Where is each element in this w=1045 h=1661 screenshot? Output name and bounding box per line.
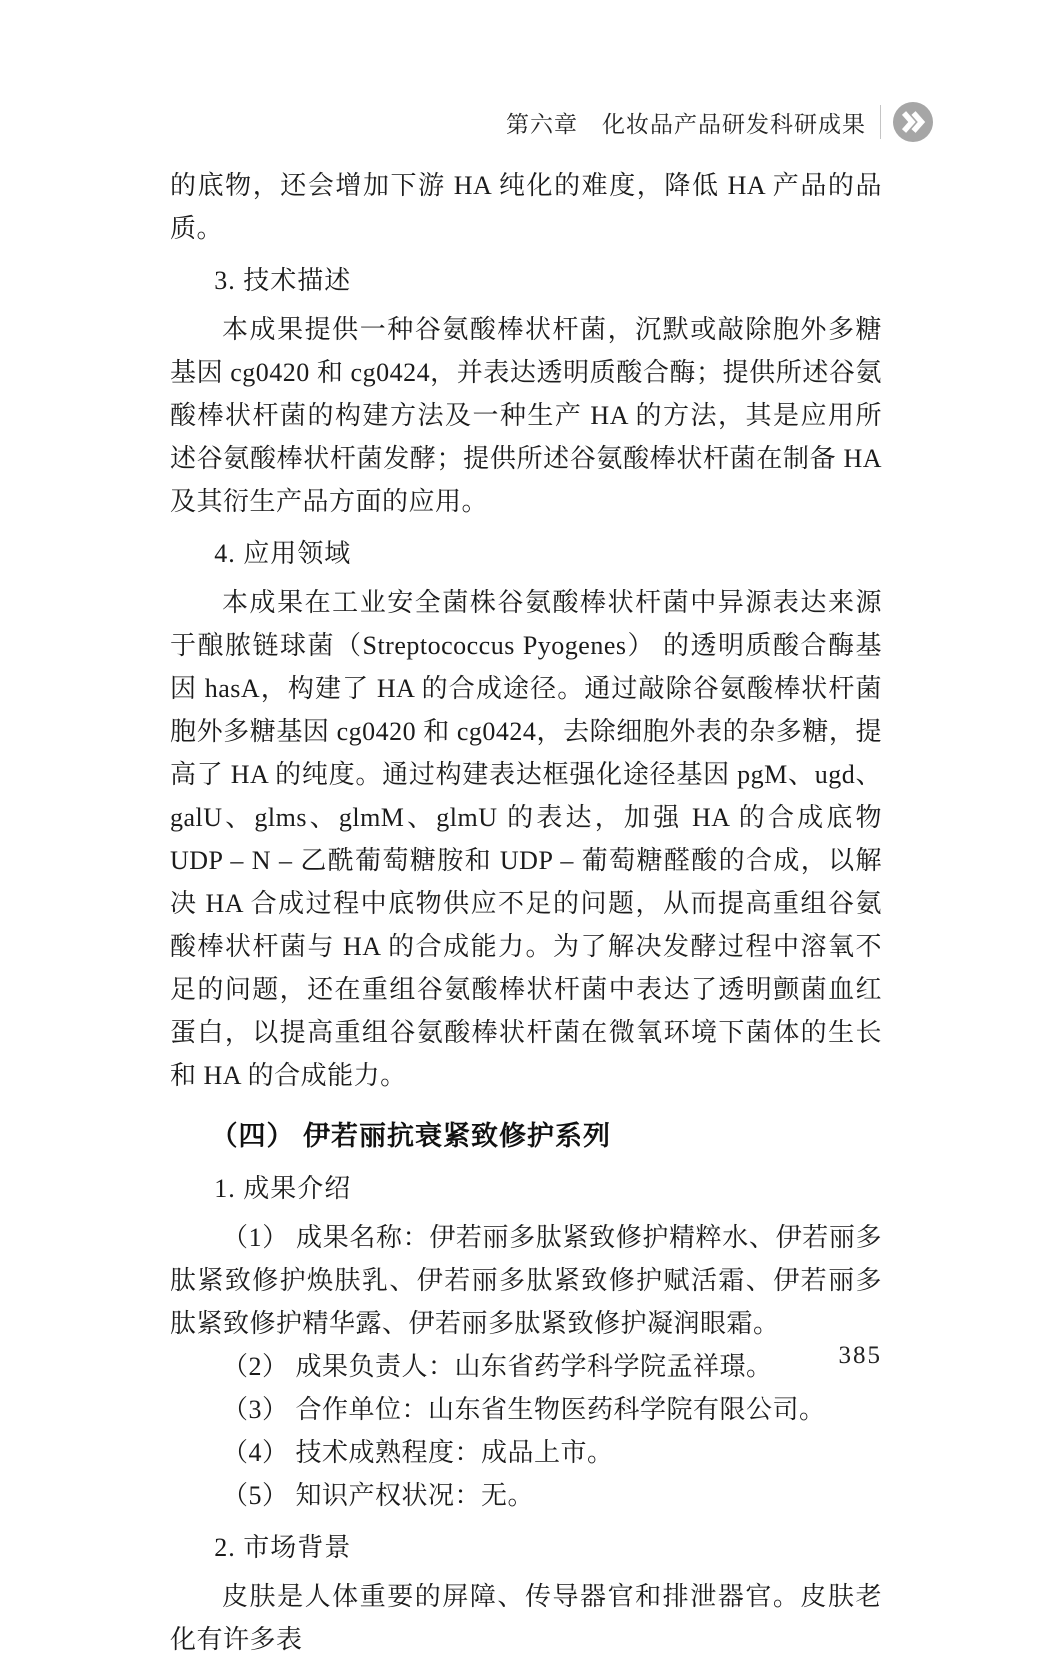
paragraph: 本成果在工业安全菌株谷氨酸棒状杆菌中异源表达来源于酿脓链球菌（Streptococcus Pyogenes） 的透明质酸合酶基因 hasA，构建了 HA 的合成途径。通过敲除谷氨酸棒状杆菌胞外多糖基因 cg0420 和 cg0424，去除细胞外表的杂多糖，提高了 HA 的纯度。通过构建表达框强化途径基因 pgM、ugd、galU、glms、glmM、glmU 的表达，加强 HA 的合成底物 UDP – N – 乙酰葡萄糖胺和 UDP – 葡萄糖醛酸的合成，以解决 HA 合成过程中底物供应不足的问题，从而提高重组谷氨酸棒状杆菌与 HA 的合成能力。为了解决发酵过程中溶氧不足的问题，还在重组谷氨酸棒状杆菌中表达了透明颤菌血红蛋白，以提高重组谷氨酸棒状杆菌在微氧环境下菌体的生长和 HA 的合成能力。 (170, 588, 882, 1090)
section-heading: （四） 伊若丽抗衰紧致修护系列 (210, 1121, 612, 1151)
chevron-double-right-icon (893, 102, 933, 142)
list-item: （3） 合作单位：山东省生物医药科学院有限公司。 (222, 1395, 826, 1424)
chapter-title: 化妆品产品研发科研成果 (602, 110, 866, 137)
subheading: 1. 成果介绍 (214, 1174, 352, 1203)
paragraph: 皮肤是人体重要的屏障、传导器官和排泄器官。皮肤老化有许多表 (170, 1582, 882, 1654)
paragraph: 本成果提供一种谷氨酸棒状杆菌，沉默或敲除胞外多糖基因 cg0420 和 cg0424，并表达透明质酸合酶；提供所述谷氨酸棒状杆菌的构建方法及一种生产 HA 的方法，其是应用所述谷氨酸棒状杆菌发酵；提供所述谷氨酸棒状杆菌在制备 HA 及其衍生产品方面的应用。 (170, 315, 882, 516)
header-divider (880, 105, 881, 139)
list-item: （4） 技术成熟程度：成品上市。 (222, 1438, 614, 1467)
paragraph: （1） 成果名称：伊若丽多肽紧致修护精粹水、伊若丽多肽紧致修护焕肤乳、伊若丽多肽紧致修护赋活霜、伊若丽多肽紧致修护精华露、伊若丽多肽紧致修护凝润眼霜。 (170, 1223, 882, 1338)
page-number: 385 (838, 1342, 882, 1369)
list-item: （2） 成果负责人：山东省药学科学院孟祥璟。 (222, 1352, 773, 1381)
subheading: 2. 市场背景 (214, 1533, 352, 1562)
chapter-label: 第六章 (506, 110, 578, 137)
list-item: （5） 知识产权状况：无。 (222, 1481, 535, 1510)
subheading: 4. 应用领域 (214, 539, 352, 568)
subheading: 3. 技术描述 (214, 266, 352, 295)
running-header (506, 102, 933, 142)
paragraph: 的底物，还会增加下游 HA 纯化的难度，降低 HA 产品的品质。 (170, 171, 882, 243)
text-column (170, 164, 882, 1661)
